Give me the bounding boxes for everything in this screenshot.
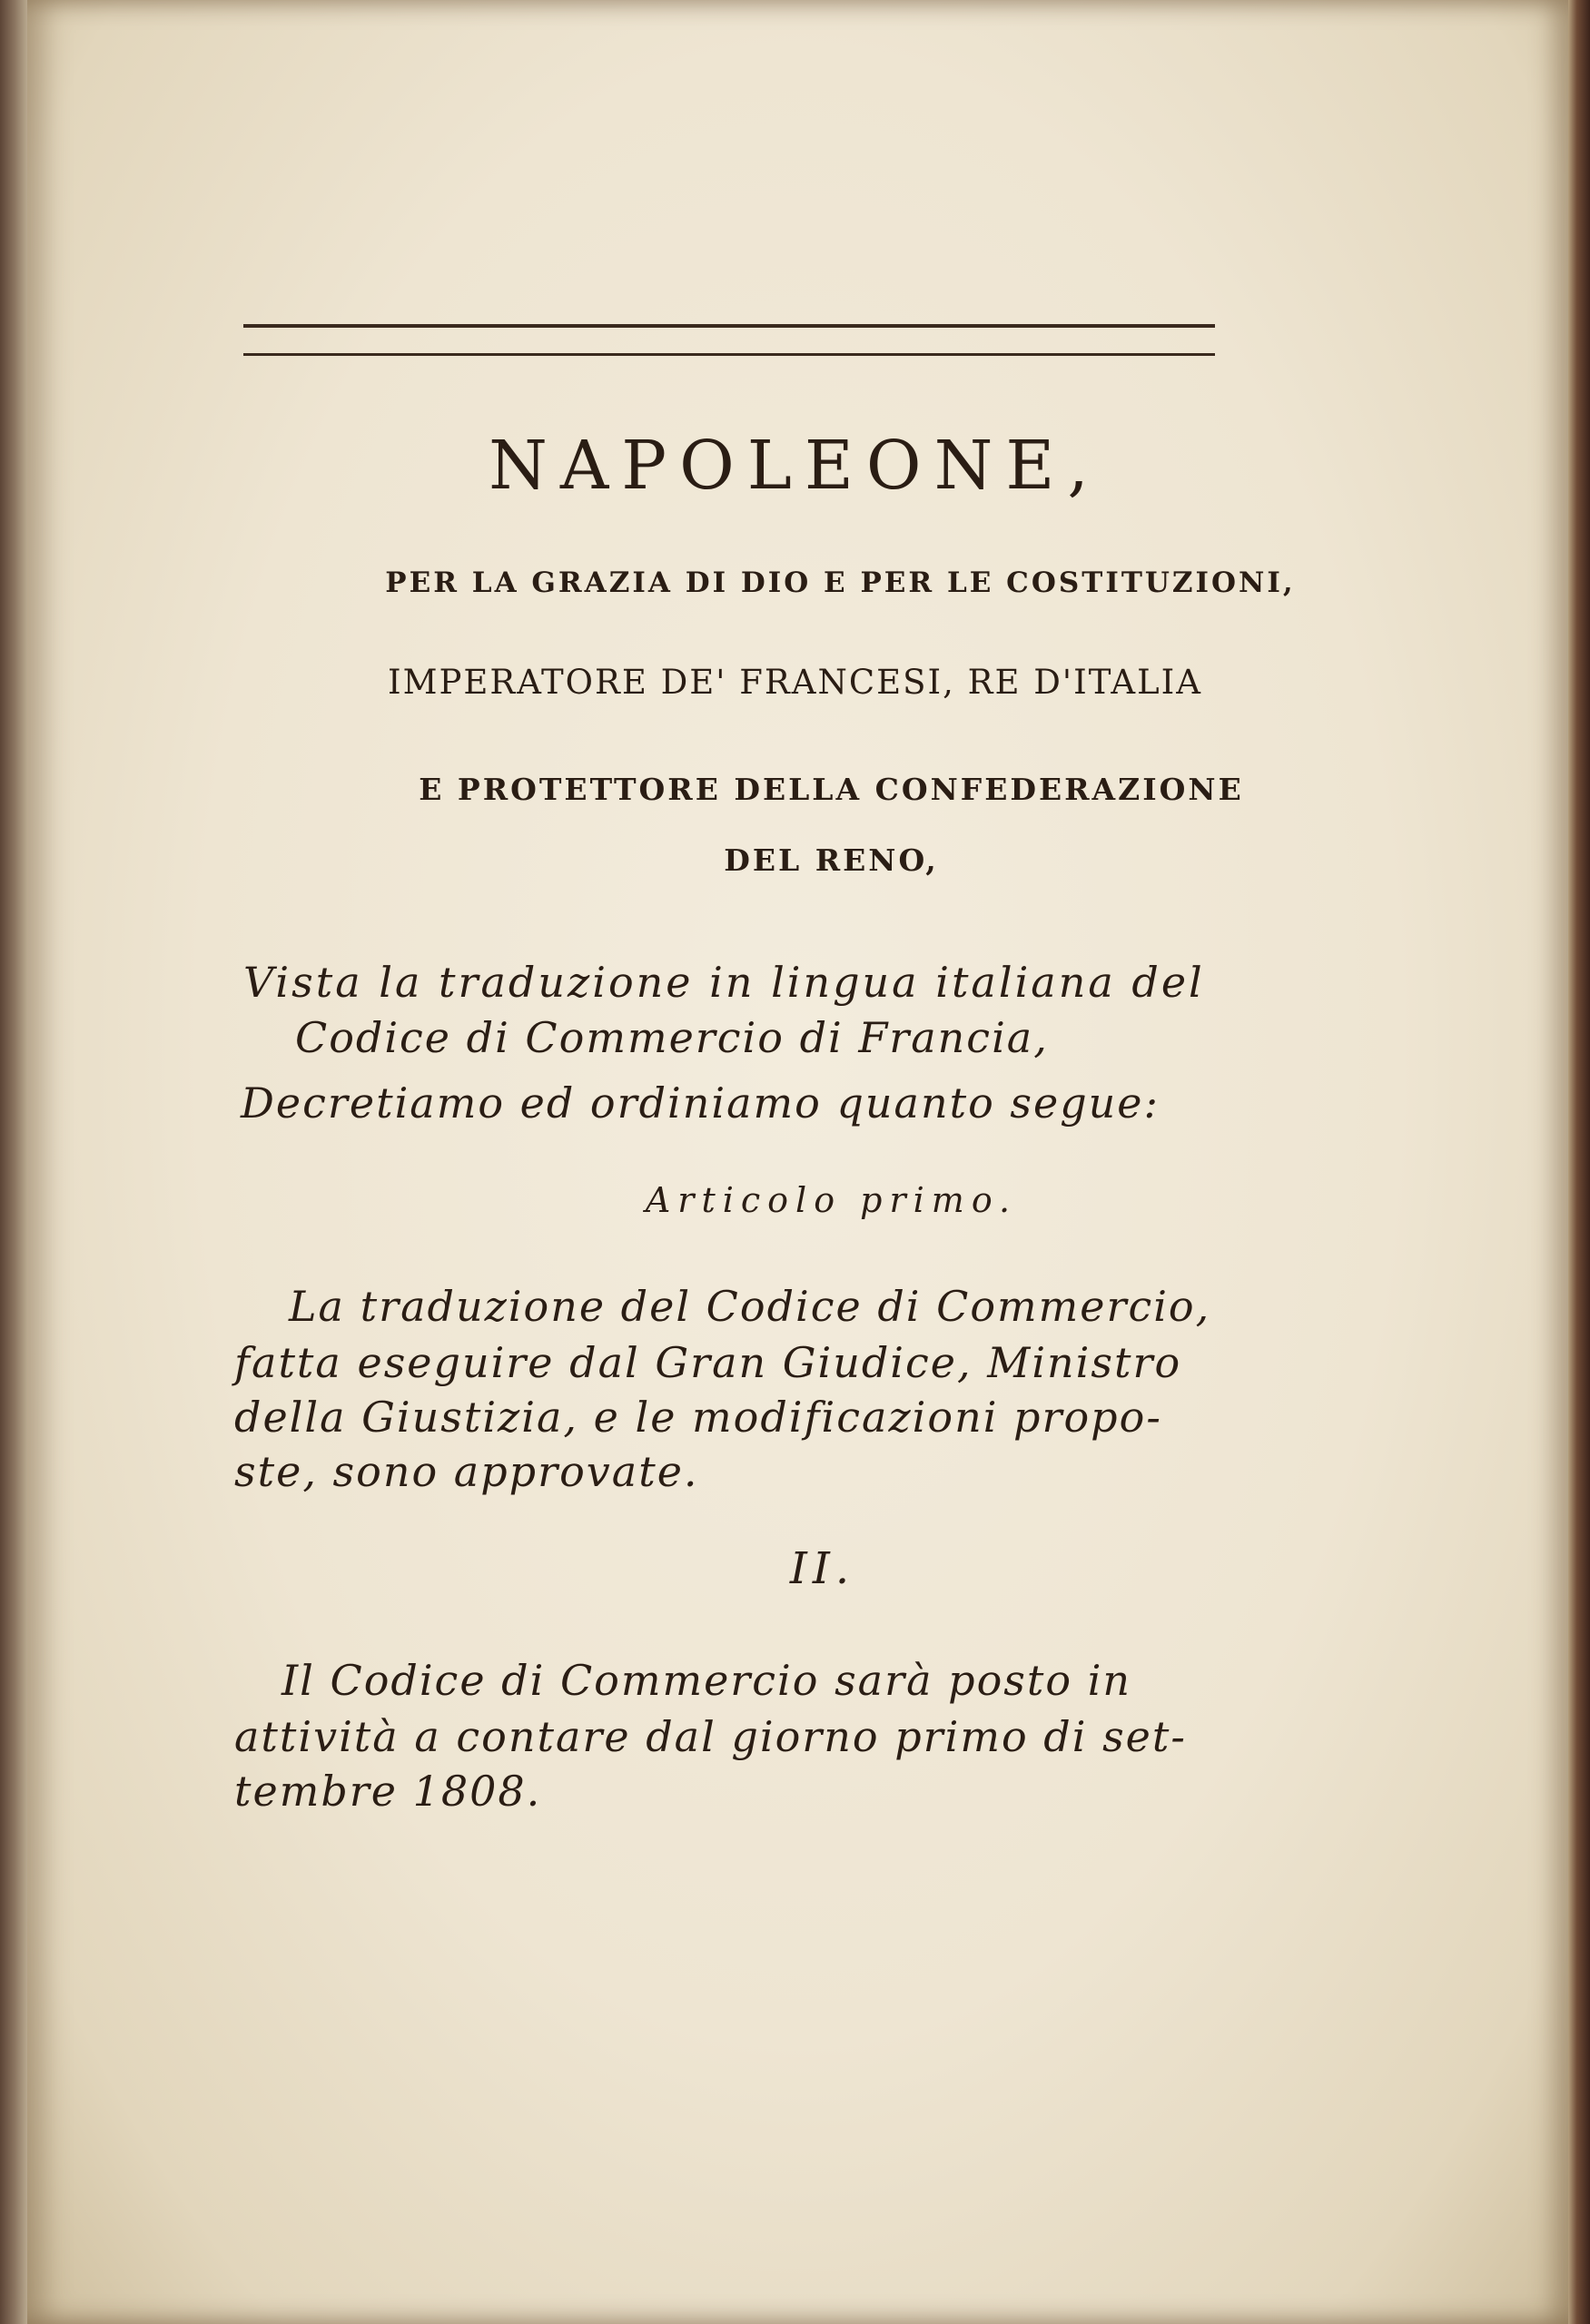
article-1-line-3: della Giustizia, e le modificazioni propo- — [234, 1393, 1162, 1442]
title-line-2: IMPERATORE DE' FRANCESI, RE D'ITALIA — [387, 663, 1202, 702]
title-line-4: DEL RENO, — [724, 842, 939, 878]
article-2-line-2: attività a contare dal giorno primo di set- — [234, 1712, 1187, 1761]
header-rule-thick — [243, 324, 1215, 328]
preamble-line-1: Vista la traduzione in lingua italiana del — [243, 958, 1205, 1007]
preamble-line-3: Decretiamo ed ordiniamo quanto segue: — [241, 1078, 1160, 1128]
book-page — [27, 0, 1571, 2324]
article-2-line-1: Il Codice di Commercio sarà posto in — [281, 1656, 1132, 1705]
title-line-3: E PROTETTORE DELLA CONFEDERAZIONE — [419, 772, 1244, 807]
article-2-heading: II. — [789, 1543, 855, 1594]
preamble-line-2: Codice di Commercio di Francia, — [295, 1013, 1049, 1062]
title-line-1: PER LA GRAZIA DI DIO E PER LE COSTITUZIONI, — [385, 566, 1296, 599]
article-1-line-4: ste, sono approvate. — [234, 1447, 699, 1496]
article-1-line-2: fatta eseguire dal Gran Giudice, Ministro — [234, 1338, 1182, 1387]
article-2-line-3: tembre 1808. — [234, 1767, 542, 1816]
page-title: NAPOLEONE, — [489, 427, 1101, 505]
header-rule-thin — [243, 353, 1215, 356]
page-edge — [1568, 0, 1590, 2324]
article-1-line-1: La traduzione del Codice di Commercio, — [289, 1282, 1211, 1331]
article-1-heading: Articolo primo. — [645, 1180, 1018, 1220]
